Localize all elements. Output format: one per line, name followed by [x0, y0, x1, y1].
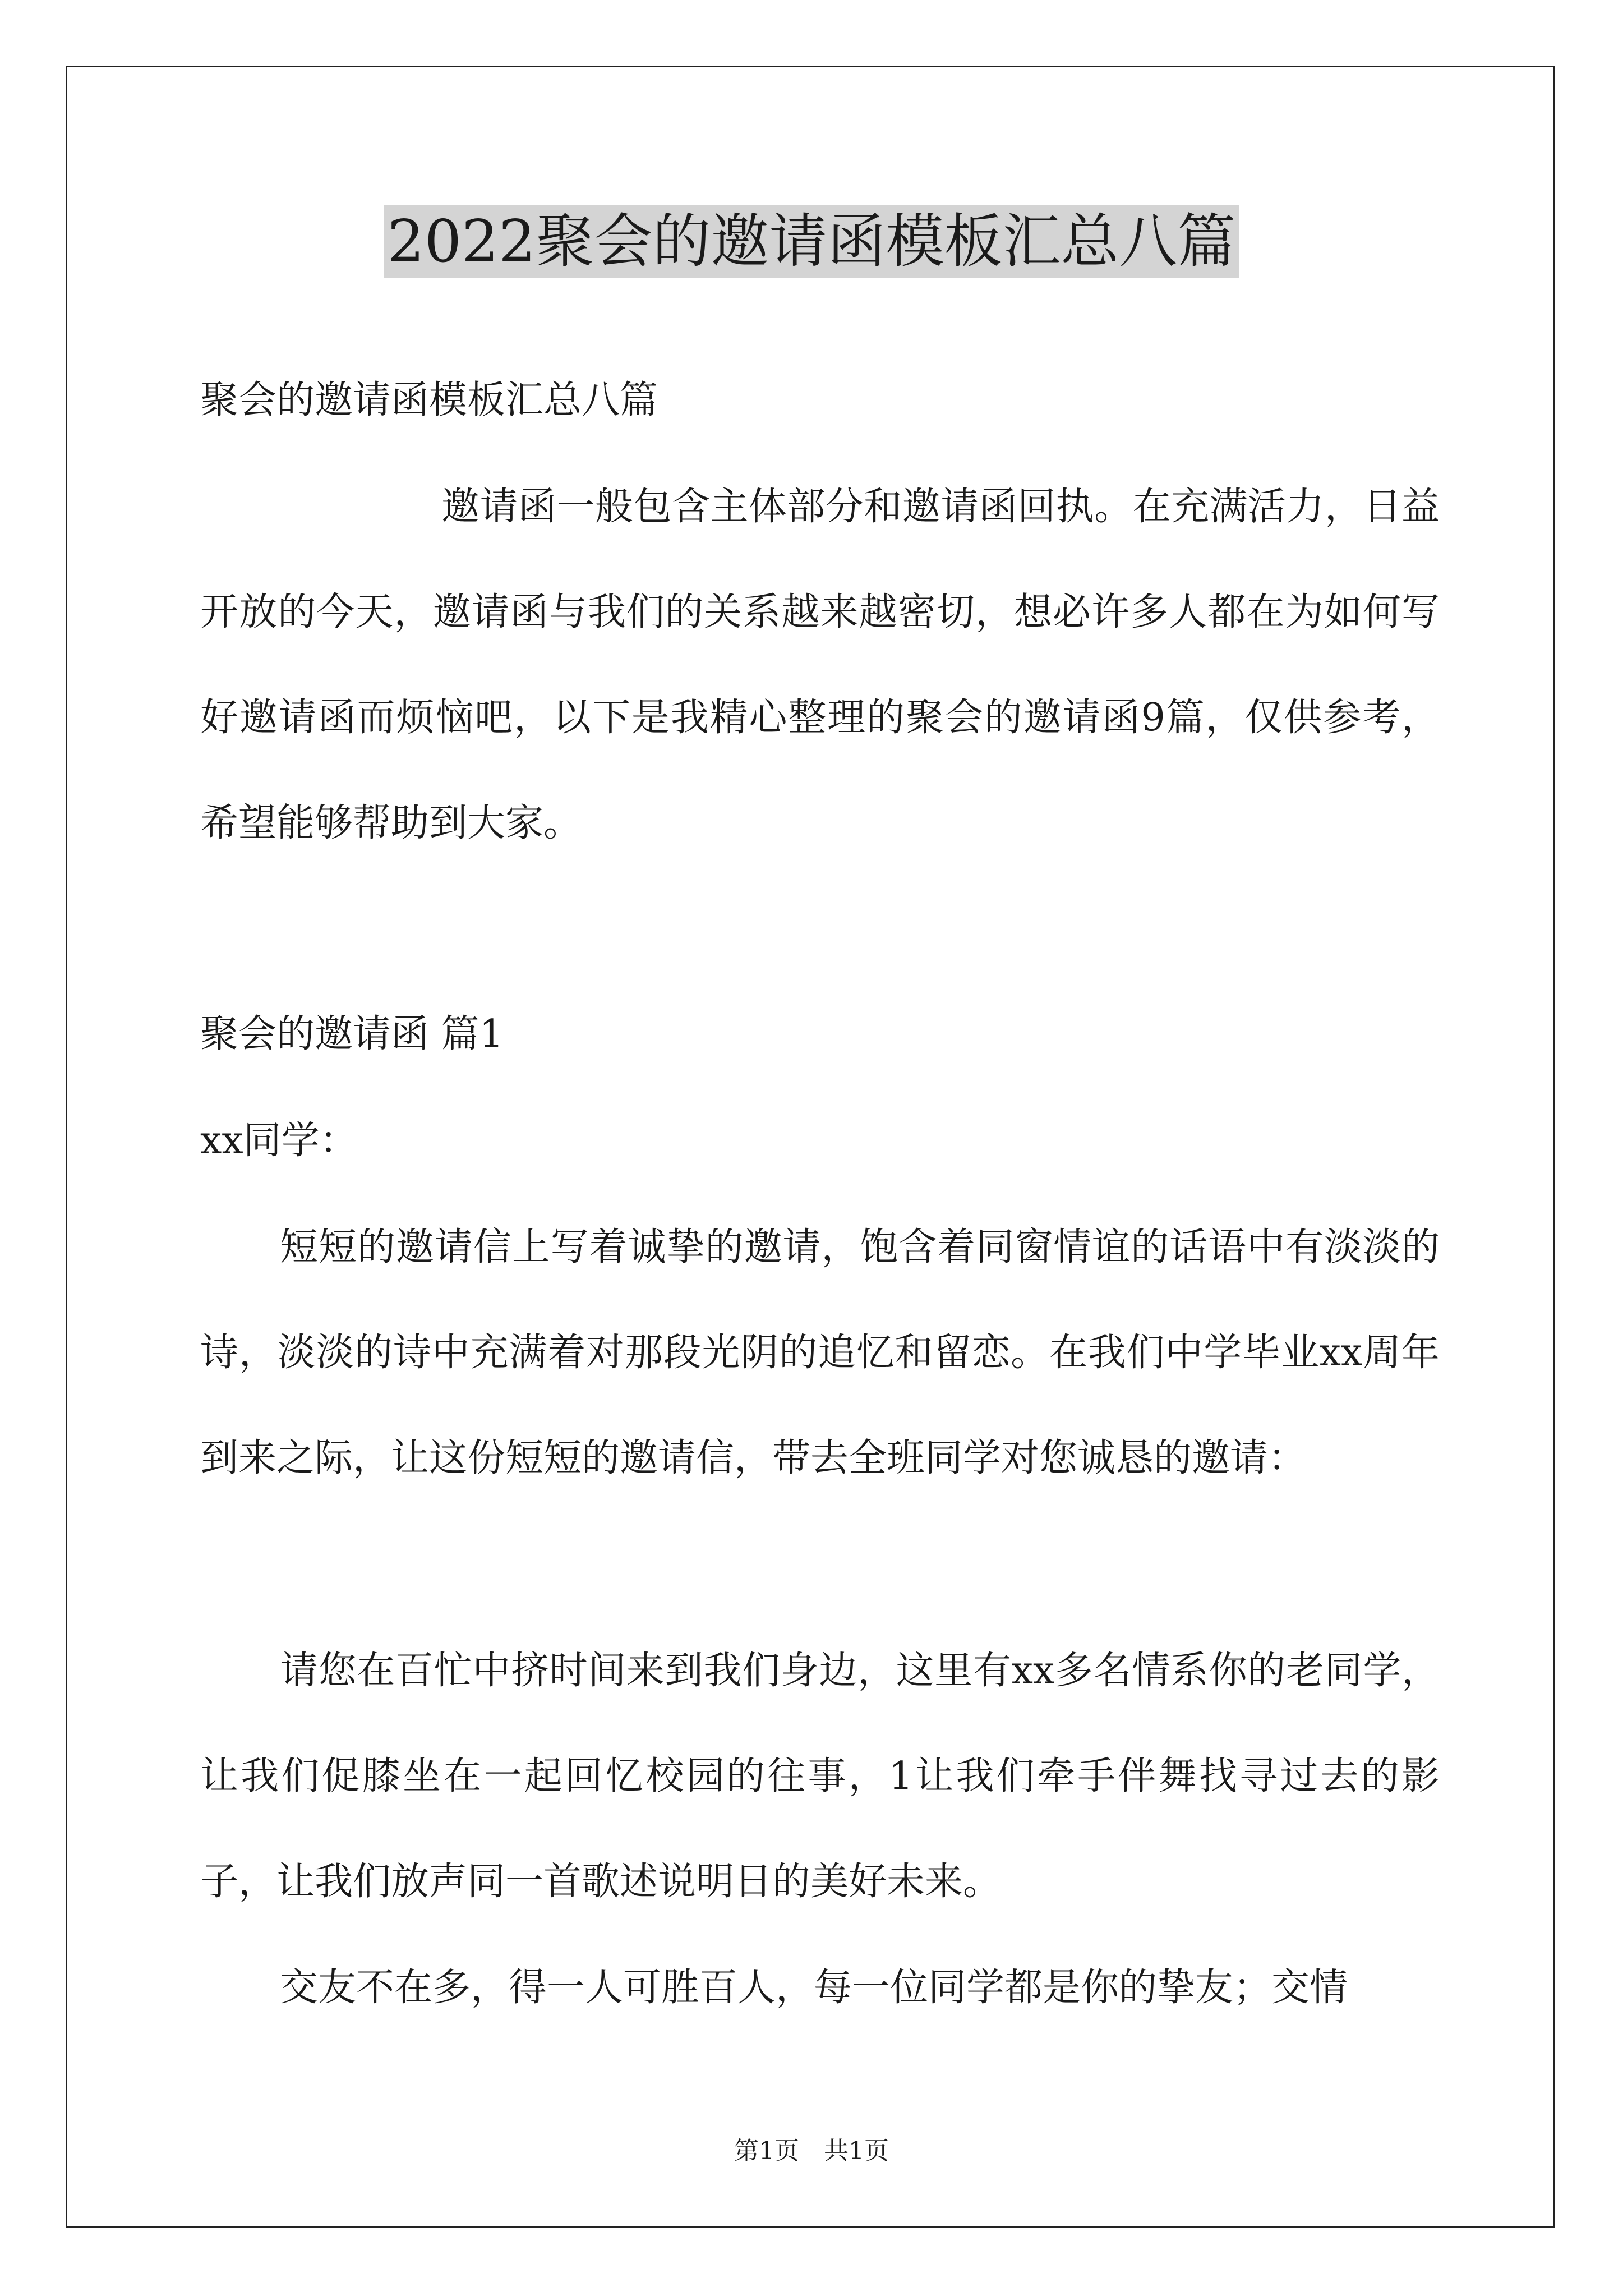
salutation: xx同学： [200, 1119, 358, 1163]
document-title [0, 202, 1623, 280]
document-title-text: 2022聚会的邀请函模板汇总八篇 [384, 205, 1239, 278]
body-paragraph-2: 请您在百忙中挤时间来到我们身边，这里有xx多名情系你的老同学，让我们促膝坐在一起回忆校园的往事，1让我们牵手伴舞找寻过去的影子，让我们放声同一首歌述说明日的美好未来。 [200, 1649, 1440, 1904]
body-paragraph-3: 交友不在多，得一人可胜百人，每一位同学都是你的挚友；交情 [280, 1966, 1348, 2010]
document-subtitle: 聚会的邀请函模板汇总八篇 [200, 378, 658, 422]
page-footer [0, 2134, 1623, 2168]
body-paragraph-1: 短短的邀请信上写着诚挚的邀请，饱含着同窗情谊的话语中有淡淡的诗，淡淡的诗中充满着对那段光阴的追忆和留恋。在我们中学毕业xx周年到来之际，让这份短短的邀请信，带去全班同学对您诚恳的邀请： [200, 1225, 1440, 1480]
page-number: 第1页 [734, 2137, 799, 2165]
page-total: 共1页 [824, 2137, 889, 2165]
intro-paragraph: 邀请函一般包含主体部分和邀请函回执。在充满活力，日益开放的今天，邀请函与我们的关系越来越密切，想必许多人都在为如何写好邀请函而烦恼吧，以下是我精心整理的聚会的邀请函9篇，仅供参考，希望能够帮助到大家。 [200, 485, 1440, 845]
section-heading: 聚会的邀请函 篇1 [200, 1012, 504, 1056]
